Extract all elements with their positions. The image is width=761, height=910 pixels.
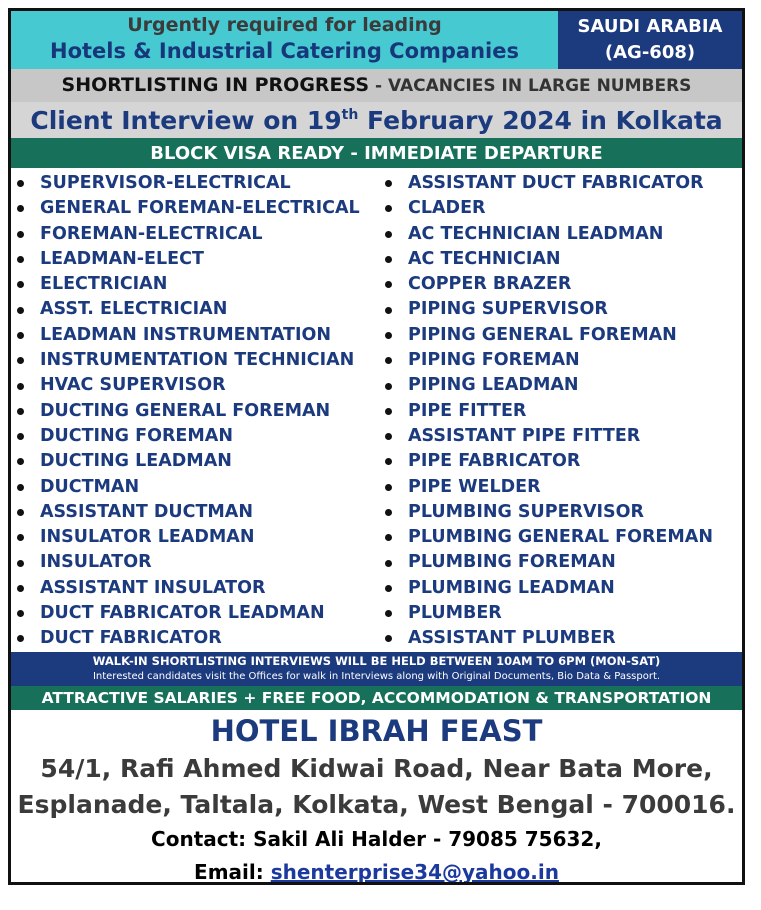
job-list-item bbox=[385, 449, 742, 474]
job-list-item bbox=[385, 500, 742, 525]
job-list-right bbox=[385, 171, 742, 652]
job-title: PIPE WELDER bbox=[408, 476, 541, 497]
job-list-item bbox=[17, 475, 387, 500]
job-list-left bbox=[17, 171, 387, 652]
job-list-item bbox=[17, 449, 387, 474]
job-title: CLADER bbox=[408, 198, 486, 219]
bullet-icon bbox=[17, 231, 24, 238]
job-list-item bbox=[17, 272, 387, 297]
job-list-item bbox=[17, 525, 387, 550]
job-title: PLUMBER bbox=[408, 603, 502, 624]
bullet-icon bbox=[385, 383, 392, 390]
job-title: PIPING FOREMAN bbox=[408, 350, 580, 371]
vacancies-text: - VACANCIES IN LARGE NUMBERS bbox=[369, 76, 692, 96]
job-title: PIPE FITTER bbox=[408, 400, 527, 421]
job-list-item bbox=[17, 373, 387, 398]
bullet-icon bbox=[17, 357, 24, 364]
job-list-item bbox=[17, 323, 387, 348]
bullet-icon bbox=[385, 560, 392, 567]
bullet-icon bbox=[385, 408, 392, 415]
bullet-icon bbox=[385, 231, 392, 238]
bullet-icon bbox=[17, 534, 24, 541]
interview-banner bbox=[11, 102, 742, 138]
bullet-icon bbox=[17, 610, 24, 617]
benefits-banner: ATTRACTIVE SALARIES + FREE FOOD, ACCOMMODATION & TRANSPORTATION bbox=[11, 686, 742, 710]
bullet-icon bbox=[17, 458, 24, 465]
walkin-title: WALK-IN SHORTLISTING INTERVIEWS WILL BE HELD BETWEEN 10AM TO 6PM (MON-SAT) bbox=[92, 654, 661, 668]
bullet-icon bbox=[17, 307, 24, 314]
job-list-item bbox=[385, 247, 742, 272]
email-link[interactable]: shenterprise34@yahoo.in bbox=[270, 860, 559, 884]
job-list-item bbox=[385, 196, 742, 221]
shortlisting-banner bbox=[11, 69, 742, 102]
job-title: PIPING GENERAL FOREMAN bbox=[408, 324, 677, 345]
job-list-item bbox=[385, 171, 742, 196]
bullet-icon bbox=[385, 332, 392, 339]
contact-line: Contact: Sakil Ali Halder - 79085 75632, bbox=[151, 827, 602, 851]
job-title: COPPER BRAZER bbox=[408, 274, 572, 295]
job-title: PLUMBING SUPERVISOR bbox=[408, 501, 645, 522]
job-title: ASSISTANT INSULATOR bbox=[40, 577, 266, 598]
job-list-item bbox=[385, 399, 742, 424]
header-title-box bbox=[11, 11, 558, 69]
bullet-icon bbox=[17, 180, 24, 187]
country-box bbox=[558, 11, 742, 69]
job-list-item bbox=[17, 601, 387, 626]
bullet-icon bbox=[385, 180, 392, 187]
job-title: INSULATOR bbox=[40, 552, 152, 573]
header-line-1: Urgently required for leading bbox=[127, 14, 442, 36]
job-list-item bbox=[17, 247, 387, 272]
header-line-2: Hotels & Industrial Catering Companies bbox=[50, 39, 519, 63]
job-title: FOREMAN-ELECTRICAL bbox=[40, 223, 263, 244]
email-line bbox=[11, 856, 742, 885]
header bbox=[11, 11, 742, 69]
bullet-icon bbox=[385, 635, 392, 642]
bullet-icon bbox=[385, 484, 392, 491]
job-list-item bbox=[385, 348, 742, 373]
visa-banner: BLOCK VISA READY - IMMEDIATE DEPARTURE bbox=[11, 138, 742, 168]
venue-address-line-2: Esplanade, Taltala, Kolkata, West Bengal - 700016. bbox=[17, 790, 736, 819]
walkin-note: Interested candidates visit the Offices for walk in Interviews along with Original Documents, Bio Data & Passport. bbox=[92, 671, 661, 682]
job-title: ASST. ELECTRICIAN bbox=[40, 299, 228, 320]
job-list-item bbox=[17, 297, 387, 322]
job-title: PLUMBING LEADMAN bbox=[408, 577, 615, 598]
bullet-icon bbox=[385, 256, 392, 263]
bullet-icon bbox=[17, 281, 24, 288]
job-title: ASSISTANT PLUMBER bbox=[408, 628, 616, 649]
bullet-icon bbox=[17, 560, 24, 567]
job-title: INSULATOR LEADMAN bbox=[40, 527, 255, 548]
bullet-icon bbox=[385, 458, 392, 465]
bullet-icon bbox=[385, 433, 392, 440]
bullet-icon bbox=[385, 509, 392, 516]
job-title: HVAC SUPERVISOR bbox=[40, 375, 226, 396]
bullet-icon bbox=[385, 534, 392, 541]
job-list-item bbox=[17, 576, 387, 601]
job-list-item bbox=[385, 576, 742, 601]
job-title: GENERAL FOREMAN-ELECTRICAL bbox=[40, 198, 360, 219]
bullet-icon bbox=[385, 610, 392, 617]
ad-code: (AG-608) bbox=[604, 42, 696, 63]
job-list-item bbox=[385, 323, 742, 348]
email-label: Email: bbox=[194, 860, 271, 884]
job-list-item bbox=[385, 272, 742, 297]
country-name: SAUDI ARABIA bbox=[577, 16, 723, 37]
job-list-item bbox=[17, 550, 387, 575]
job-title: AC TECHNICIAN LEADMAN bbox=[408, 223, 664, 244]
bullet-icon bbox=[385, 307, 392, 314]
job-advertisement bbox=[8, 8, 745, 885]
interview-ordinal: th bbox=[341, 107, 359, 123]
job-title: DUCTING LEADMAN bbox=[40, 451, 232, 472]
bullet-icon bbox=[17, 256, 24, 263]
bullet-icon bbox=[17, 585, 24, 592]
job-list-item bbox=[17, 500, 387, 525]
bullet-icon bbox=[17, 433, 24, 440]
job-title: ASSISTANT DUCT FABRICATOR bbox=[408, 173, 704, 193]
job-list-item bbox=[17, 222, 387, 247]
bullet-icon bbox=[17, 205, 24, 212]
job-title: INSTRUMENTATION TECHNICIAN bbox=[40, 350, 355, 371]
job-list-item bbox=[385, 601, 742, 626]
interview-prefix: Client Interview on 19 bbox=[30, 106, 342, 135]
job-title: DUCTMAN bbox=[40, 476, 140, 497]
job-list-item bbox=[385, 626, 742, 651]
job-title: SUPERVISOR-ELECTRICAL bbox=[40, 173, 291, 193]
shortlisting-text: SHORTLISTING IN PROGRESS bbox=[61, 74, 370, 96]
job-title: PIPE FABRICATOR bbox=[408, 451, 581, 472]
job-list-item bbox=[385, 424, 742, 449]
job-list-item bbox=[17, 424, 387, 449]
job-list-item bbox=[385, 550, 742, 575]
bullet-icon bbox=[17, 408, 24, 415]
job-title: DUCTING FOREMAN bbox=[40, 425, 233, 446]
bullet-icon bbox=[17, 332, 24, 339]
bullet-icon bbox=[17, 509, 24, 516]
job-title: AC TECHNICIAN bbox=[408, 248, 561, 269]
job-title: PLUMBING FOREMAN bbox=[408, 552, 616, 573]
walkin-banner bbox=[11, 652, 742, 686]
bullet-icon bbox=[385, 281, 392, 288]
bullet-icon bbox=[385, 585, 392, 592]
job-list-item bbox=[17, 196, 387, 221]
bullet-icon bbox=[385, 357, 392, 364]
bullet-icon bbox=[385, 205, 392, 212]
job-list-item bbox=[17, 626, 387, 651]
job-list-item bbox=[17, 348, 387, 373]
job-list-item bbox=[385, 525, 742, 550]
job-title: PIPING SUPERVISOR bbox=[408, 299, 608, 320]
job-list-item bbox=[385, 373, 742, 398]
job-list-item bbox=[385, 222, 742, 247]
bullet-icon bbox=[17, 635, 24, 642]
interview-suffix: February 2024 in Kolkata bbox=[358, 106, 723, 135]
job-title: DUCTING GENERAL FOREMAN bbox=[40, 400, 331, 421]
job-title: LEADMAN INSTRUMENTATION bbox=[40, 324, 332, 345]
job-title: ASSISTANT PIPE FITTER bbox=[408, 425, 641, 446]
bullet-icon bbox=[17, 484, 24, 491]
job-title: PLUMBING GENERAL FOREMAN bbox=[408, 527, 713, 548]
job-title: ASSISTANT DUCTMAN bbox=[40, 501, 253, 522]
job-list-item bbox=[385, 475, 742, 500]
job-title: LEADMAN-ELECT bbox=[40, 248, 204, 269]
job-title: PIPING LEADMAN bbox=[408, 375, 579, 396]
job-title: DUCT FABRICATOR bbox=[40, 628, 222, 649]
venue-name: HOTEL IBRAH FEAST bbox=[210, 714, 543, 748]
job-title: ELECTRICIAN bbox=[40, 274, 168, 295]
job-list-item bbox=[17, 171, 387, 196]
job-list-item bbox=[385, 297, 742, 322]
venue-address-line-1: 54/1, Rafi Ahmed Kidwai Road, Near Bata More, bbox=[40, 754, 713, 783]
bullet-icon bbox=[17, 383, 24, 390]
job-title: DUCT FABRICATOR LEADMAN bbox=[40, 603, 325, 624]
job-list-item bbox=[17, 399, 387, 424]
